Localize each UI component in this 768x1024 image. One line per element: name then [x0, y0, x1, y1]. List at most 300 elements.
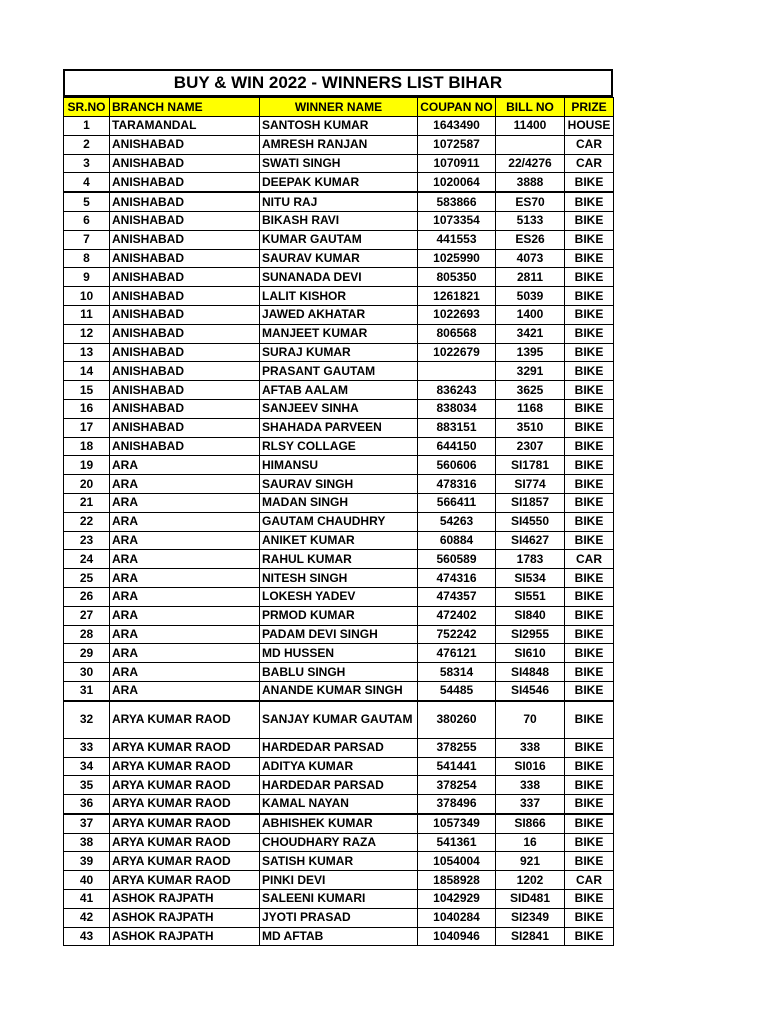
cell-sr-no: 37	[64, 814, 110, 833]
cell-bill-no: 3421	[496, 324, 565, 343]
cell-prize: BIKE	[565, 833, 614, 852]
cell-sr-no: 26	[64, 587, 110, 606]
cell-coupan-no: 838034	[418, 399, 496, 418]
cell-branch-name: ARYA KUMAR RAOD	[110, 852, 260, 871]
header-coupan-no: COUPAN NO	[418, 98, 496, 117]
cell-sr-no: 25	[64, 569, 110, 588]
cell-branch-name: ANISHABAD	[110, 418, 260, 437]
cell-prize: BIKE	[565, 456, 614, 475]
cell-winner-name: RLSY COLLAGE	[260, 437, 418, 456]
cell-winner-name: NITESH SINGH	[260, 569, 418, 588]
cell-prize: CAR	[565, 135, 614, 154]
cell-branch-name: ANISHABAD	[110, 381, 260, 400]
cell-coupan-no: 1054004	[418, 852, 496, 871]
cell-branch-name: ARYA KUMAR RAOD	[110, 814, 260, 833]
cell-sr-no: 27	[64, 606, 110, 625]
cell-sr-no: 33	[64, 738, 110, 757]
cell-winner-name: PRMOD KUMAR	[260, 606, 418, 625]
cell-branch-name: ARA	[110, 531, 260, 550]
cell-branch-name: ANISHABAD	[110, 154, 260, 173]
cell-branch-name: ARA	[110, 493, 260, 512]
cell-bill-no: 3888	[496, 173, 565, 192]
table-row	[64, 927, 614, 946]
table-row	[64, 475, 614, 494]
cell-branch-name: ARYA KUMAR RAOD	[110, 833, 260, 852]
cell-sr-no: 5	[64, 192, 110, 211]
cell-sr-no: 13	[64, 343, 110, 362]
cell-prize: BIKE	[565, 927, 614, 946]
cell-bill-no: 22/4276	[496, 154, 565, 173]
cell-prize: BIKE	[565, 606, 614, 625]
cell-prize: CAR	[565, 154, 614, 173]
cell-winner-name: RAHUL KUMAR	[260, 550, 418, 569]
cell-prize: BIKE	[565, 475, 614, 494]
cell-winner-name: ADITYA KUMAR	[260, 757, 418, 776]
table-row	[64, 701, 614, 739]
cell-winner-name: ANANDE KUMAR SINGH	[260, 681, 418, 700]
cell-winner-name: SWATI SINGH	[260, 154, 418, 173]
cell-branch-name: ARA	[110, 550, 260, 569]
cell-sr-no: 38	[64, 833, 110, 852]
cell-coupan-no: 644150	[418, 437, 496, 456]
cell-coupan-no: 1020064	[418, 173, 496, 192]
cell-prize: BIKE	[565, 418, 614, 437]
cell-prize: BIKE	[565, 776, 614, 795]
cell-prize: BIKE	[565, 381, 614, 400]
cell-bill-no: SI4848	[496, 663, 565, 682]
cell-winner-name: GAUTAM CHAUDHRY	[260, 512, 418, 531]
cell-coupan-no: 566411	[418, 493, 496, 512]
cell-bill-no: 2811	[496, 268, 565, 287]
cell-prize: BIKE	[565, 701, 614, 739]
cell-winner-name: KUMAR GAUTAM	[260, 230, 418, 249]
sheet-title: BUY & WIN 2022 - WINNERS LIST BIHAR	[63, 69, 613, 97]
table-row	[64, 606, 614, 625]
cell-winner-name: SANJEEV SINHA	[260, 399, 418, 418]
cell-bill-no: 16	[496, 833, 565, 852]
table-row	[64, 531, 614, 550]
cell-prize: BIKE	[565, 437, 614, 456]
cell-coupan-no: 1042929	[418, 890, 496, 909]
cell-sr-no: 2	[64, 135, 110, 154]
cell-sr-no: 11	[64, 305, 110, 324]
table-row	[64, 362, 614, 381]
cell-coupan-no: 583866	[418, 192, 496, 211]
cell-coupan-no: 1022693	[418, 305, 496, 324]
cell-winner-name: SAURAV KUMAR	[260, 249, 418, 268]
cell-branch-name: ARA	[110, 512, 260, 531]
cell-branch-name: ANISHABAD	[110, 287, 260, 306]
cell-sr-no: 31	[64, 681, 110, 700]
cell-winner-name: HIMANSU	[260, 456, 418, 475]
cell-branch-name: ASHOK RAJPATH	[110, 908, 260, 927]
table-row	[64, 814, 614, 833]
cell-sr-no: 30	[64, 663, 110, 682]
cell-bill-no: 3510	[496, 418, 565, 437]
table-row	[64, 833, 614, 852]
cell-branch-name: ANISHABAD	[110, 324, 260, 343]
cell-coupan-no: 476121	[418, 644, 496, 663]
cell-coupan-no: 1040946	[418, 927, 496, 946]
cell-coupan-no: 1070911	[418, 154, 496, 173]
cell-winner-name: ANIKET KUMAR	[260, 531, 418, 550]
cell-branch-name: ANISHABAD	[110, 399, 260, 418]
cell-sr-no: 36	[64, 795, 110, 814]
table-row	[64, 738, 614, 757]
cell-prize: HOUSE	[565, 117, 614, 136]
table-row	[64, 287, 614, 306]
cell-bill-no: SI1857	[496, 493, 565, 512]
cell-coupan-no: 752242	[418, 625, 496, 644]
cell-coupan-no: 60884	[418, 531, 496, 550]
table-row	[64, 512, 614, 531]
cell-coupan-no: 541361	[418, 833, 496, 852]
cell-prize: BIKE	[565, 625, 614, 644]
cell-sr-no: 12	[64, 324, 110, 343]
cell-winner-name: MD AFTAB	[260, 927, 418, 946]
cell-winner-name: PADAM DEVI SINGH	[260, 625, 418, 644]
cell-coupan-no: 54485	[418, 681, 496, 700]
cell-bill-no: 5039	[496, 287, 565, 306]
winners-table	[63, 97, 614, 946]
cell-sr-no: 41	[64, 890, 110, 909]
cell-coupan-no: 474316	[418, 569, 496, 588]
cell-coupan-no: 1643490	[418, 117, 496, 136]
cell-sr-no: 29	[64, 644, 110, 663]
header-prize: PRIZE	[565, 98, 614, 117]
cell-winner-name: SURAJ KUMAR	[260, 343, 418, 362]
cell-winner-name: SUNANADA DEVI	[260, 268, 418, 287]
cell-branch-name: ARA	[110, 475, 260, 494]
cell-sr-no: 9	[64, 268, 110, 287]
table-row	[64, 135, 614, 154]
cell-sr-no: 8	[64, 249, 110, 268]
cell-sr-no: 22	[64, 512, 110, 531]
cell-prize: BIKE	[565, 738, 614, 757]
cell-winner-name: JYOTI PRASAD	[260, 908, 418, 927]
cell-branch-name: ANISHABAD	[110, 437, 260, 456]
cell-bill-no: SI774	[496, 475, 565, 494]
winners-sheet	[63, 69, 613, 946]
table-row	[64, 437, 614, 456]
table-row	[64, 625, 614, 644]
cell-branch-name: ARA	[110, 681, 260, 700]
cell-prize: BIKE	[565, 287, 614, 306]
cell-bill-no: 3291	[496, 362, 565, 381]
cell-branch-name: ANISHABAD	[110, 192, 260, 211]
table-row	[64, 663, 614, 682]
cell-coupan-no: 1261821	[418, 287, 496, 306]
cell-bill-no: ES26	[496, 230, 565, 249]
table-row	[64, 550, 614, 569]
cell-sr-no: 16	[64, 399, 110, 418]
cell-coupan-no: 378496	[418, 795, 496, 814]
cell-bill-no: SI2841	[496, 927, 565, 946]
cell-sr-no: 10	[64, 287, 110, 306]
table-row	[64, 908, 614, 927]
cell-branch-name: ASHOK RAJPATH	[110, 890, 260, 909]
cell-bill-no: 2307	[496, 437, 565, 456]
cell-winner-name: ABHISHEK KUMAR	[260, 814, 418, 833]
cell-bill-no: SI534	[496, 569, 565, 588]
cell-prize: BIKE	[565, 192, 614, 211]
cell-sr-no: 1	[64, 117, 110, 136]
cell-branch-name: ANISHABAD	[110, 173, 260, 192]
table-row	[64, 399, 614, 418]
header-winner-name: WINNER NAME	[260, 98, 418, 117]
cell-winner-name: SANJAY KUMAR GAUTAM	[260, 701, 418, 739]
cell-coupan-no: 380260	[418, 701, 496, 739]
cell-coupan-no: 560589	[418, 550, 496, 569]
cell-branch-name: ANISHABAD	[110, 343, 260, 362]
table-row	[64, 587, 614, 606]
cell-branch-name: ANISHABAD	[110, 211, 260, 230]
cell-sr-no: 28	[64, 625, 110, 644]
cell-winner-name: MANJEET KUMAR	[260, 324, 418, 343]
table-row	[64, 117, 614, 136]
cell-bill-no: 1168	[496, 399, 565, 418]
table-body	[64, 117, 614, 946]
cell-bill-no: 1395	[496, 343, 565, 362]
cell-sr-no: 43	[64, 927, 110, 946]
cell-bill-no: 3625	[496, 381, 565, 400]
table-row	[64, 569, 614, 588]
cell-winner-name: AMRESH RANJAN	[260, 135, 418, 154]
cell-winner-name: NITU RAJ	[260, 192, 418, 211]
cell-prize: BIKE	[565, 249, 614, 268]
cell-sr-no: 19	[64, 456, 110, 475]
cell-coupan-no: 478316	[418, 475, 496, 494]
table-row	[64, 249, 614, 268]
cell-winner-name: SHAHADA PARVEEN	[260, 418, 418, 437]
cell-branch-name: ANISHABAD	[110, 362, 260, 381]
cell-prize: BIKE	[565, 305, 614, 324]
cell-winner-name: AFTAB AALAM	[260, 381, 418, 400]
cell-bill-no	[496, 135, 565, 154]
cell-sr-no: 20	[64, 475, 110, 494]
cell-branch-name: ASHOK RAJPATH	[110, 927, 260, 946]
table-row	[64, 268, 614, 287]
cell-sr-no: 35	[64, 776, 110, 795]
cell-prize: BIKE	[565, 211, 614, 230]
cell-bill-no: SI016	[496, 757, 565, 776]
cell-prize: BIKE	[565, 362, 614, 381]
cell-coupan-no: 1040284	[418, 908, 496, 927]
cell-winner-name: DEEPAK KUMAR	[260, 173, 418, 192]
cell-branch-name: ARA	[110, 663, 260, 682]
cell-branch-name: ARYA KUMAR RAOD	[110, 795, 260, 814]
cell-branch-name: ANISHABAD	[110, 135, 260, 154]
cell-coupan-no: 54263	[418, 512, 496, 531]
table-row	[64, 776, 614, 795]
table-row	[64, 493, 614, 512]
table-row	[64, 757, 614, 776]
cell-prize: BIKE	[565, 663, 614, 682]
cell-coupan-no: 474357	[418, 587, 496, 606]
cell-bill-no: 70	[496, 701, 565, 739]
cell-bill-no: SI866	[496, 814, 565, 833]
cell-sr-no: 32	[64, 701, 110, 739]
cell-branch-name: ANISHABAD	[110, 268, 260, 287]
cell-winner-name: CHOUDHARY RAZA	[260, 833, 418, 852]
cell-branch-name: TARAMANDAL	[110, 117, 260, 136]
table-row	[64, 324, 614, 343]
table-row	[64, 852, 614, 871]
cell-coupan-no: 836243	[418, 381, 496, 400]
header-row	[64, 98, 614, 117]
cell-prize: BIKE	[565, 814, 614, 833]
cell-sr-no: 6	[64, 211, 110, 230]
cell-coupan-no: 1072587	[418, 135, 496, 154]
table-row	[64, 154, 614, 173]
table-row	[64, 681, 614, 700]
cell-winner-name: KAMAL NAYAN	[260, 795, 418, 814]
cell-bill-no: 4073	[496, 249, 565, 268]
cell-branch-name: ARA	[110, 456, 260, 475]
cell-prize: CAR	[565, 550, 614, 569]
cell-sr-no: 7	[64, 230, 110, 249]
cell-branch-name: ARYA KUMAR RAOD	[110, 738, 260, 757]
cell-bill-no: 5133	[496, 211, 565, 230]
cell-coupan-no	[418, 362, 496, 381]
table-row	[64, 456, 614, 475]
cell-bill-no: SI551	[496, 587, 565, 606]
cell-sr-no: 15	[64, 381, 110, 400]
cell-winner-name: BIKASH RAVI	[260, 211, 418, 230]
cell-winner-name: HARDEDAR PARSAD	[260, 776, 418, 795]
cell-prize: BIKE	[565, 908, 614, 927]
cell-bill-no: SI4546	[496, 681, 565, 700]
cell-bill-no: 1783	[496, 550, 565, 569]
cell-sr-no: 39	[64, 852, 110, 871]
cell-branch-name: ANISHABAD	[110, 305, 260, 324]
cell-prize: BIKE	[565, 644, 614, 663]
cell-branch-name: ARA	[110, 569, 260, 588]
cell-coupan-no: 378255	[418, 738, 496, 757]
cell-bill-no: 11400	[496, 117, 565, 136]
cell-coupan-no: 378254	[418, 776, 496, 795]
cell-sr-no: 21	[64, 493, 110, 512]
cell-sr-no: 3	[64, 154, 110, 173]
cell-branch-name: ARYA KUMAR RAOD	[110, 701, 260, 739]
cell-sr-no: 42	[64, 908, 110, 927]
table-row	[64, 230, 614, 249]
cell-branch-name: ARA	[110, 644, 260, 663]
cell-sr-no: 40	[64, 871, 110, 890]
cell-bill-no: SI1781	[496, 456, 565, 475]
table-row	[64, 644, 614, 663]
cell-coupan-no: 883151	[418, 418, 496, 437]
cell-prize: BIKE	[565, 569, 614, 588]
table-row	[64, 211, 614, 230]
cell-bill-no: 337	[496, 795, 565, 814]
cell-prize: BIKE	[565, 795, 614, 814]
cell-bill-no: 338	[496, 738, 565, 757]
cell-coupan-no: 441553	[418, 230, 496, 249]
cell-coupan-no: 1073354	[418, 211, 496, 230]
cell-coupan-no: 541441	[418, 757, 496, 776]
header-branch-name: BRANCH NAME	[110, 98, 260, 117]
cell-prize: BIKE	[565, 324, 614, 343]
cell-bill-no: SI4627	[496, 531, 565, 550]
cell-winner-name: MD HUSSEN	[260, 644, 418, 663]
cell-winner-name: SATISH KUMAR	[260, 852, 418, 871]
cell-prize: BIKE	[565, 587, 614, 606]
cell-sr-no: 34	[64, 757, 110, 776]
cell-winner-name: LALIT KISHOR	[260, 287, 418, 306]
cell-winner-name: HARDEDAR PARSAD	[260, 738, 418, 757]
cell-bill-no: SI610	[496, 644, 565, 663]
cell-prize: BIKE	[565, 268, 614, 287]
cell-bill-no: SI840	[496, 606, 565, 625]
cell-sr-no: 24	[64, 550, 110, 569]
cell-prize: BIKE	[565, 343, 614, 362]
cell-sr-no: 14	[64, 362, 110, 381]
cell-bill-no: 1202	[496, 871, 565, 890]
header-bill-no: BILL NO	[496, 98, 565, 117]
cell-bill-no: 921	[496, 852, 565, 871]
cell-prize: BIKE	[565, 173, 614, 192]
table-row	[64, 381, 614, 400]
cell-prize: BIKE	[565, 890, 614, 909]
cell-branch-name: ARA	[110, 606, 260, 625]
table-row	[64, 871, 614, 890]
cell-branch-name: ARYA KUMAR RAOD	[110, 871, 260, 890]
cell-branch-name: ANISHABAD	[110, 249, 260, 268]
cell-bill-no: 1400	[496, 305, 565, 324]
cell-bill-no: ES70	[496, 192, 565, 211]
cell-winner-name: BABLU SINGH	[260, 663, 418, 682]
cell-winner-name: JAWED AKHATAR	[260, 305, 418, 324]
cell-coupan-no: 472402	[418, 606, 496, 625]
cell-winner-name: SANTOSH KUMAR	[260, 117, 418, 136]
cell-coupan-no: 560606	[418, 456, 496, 475]
cell-prize: CAR	[565, 871, 614, 890]
cell-sr-no: 17	[64, 418, 110, 437]
cell-sr-no: 18	[64, 437, 110, 456]
cell-coupan-no: 1858928	[418, 871, 496, 890]
cell-coupan-no: 805350	[418, 268, 496, 287]
table-row	[64, 192, 614, 211]
cell-branch-name: ANISHABAD	[110, 230, 260, 249]
cell-prize: BIKE	[565, 681, 614, 700]
cell-coupan-no: 1025990	[418, 249, 496, 268]
cell-winner-name: MADAN SINGH	[260, 493, 418, 512]
cell-prize: BIKE	[565, 531, 614, 550]
cell-prize: BIKE	[565, 852, 614, 871]
cell-prize: BIKE	[565, 757, 614, 776]
cell-bill-no: 338	[496, 776, 565, 795]
table-row	[64, 890, 614, 909]
table-row	[64, 305, 614, 324]
cell-sr-no: 4	[64, 173, 110, 192]
cell-winner-name: PRASANT GAUTAM	[260, 362, 418, 381]
cell-winner-name: SALEENI KUMARI	[260, 890, 418, 909]
table-row	[64, 173, 614, 192]
cell-bill-no: SI2955	[496, 625, 565, 644]
cell-sr-no: 23	[64, 531, 110, 550]
cell-bill-no: SI2349	[496, 908, 565, 927]
cell-prize: BIKE	[565, 230, 614, 249]
cell-branch-name: ARYA KUMAR RAOD	[110, 757, 260, 776]
table-row	[64, 418, 614, 437]
cell-coupan-no: 806568	[418, 324, 496, 343]
cell-coupan-no: 58314	[418, 663, 496, 682]
cell-prize: BIKE	[565, 493, 614, 512]
table-row	[64, 343, 614, 362]
cell-prize: BIKE	[565, 399, 614, 418]
cell-winner-name: PINKI DEVI	[260, 871, 418, 890]
